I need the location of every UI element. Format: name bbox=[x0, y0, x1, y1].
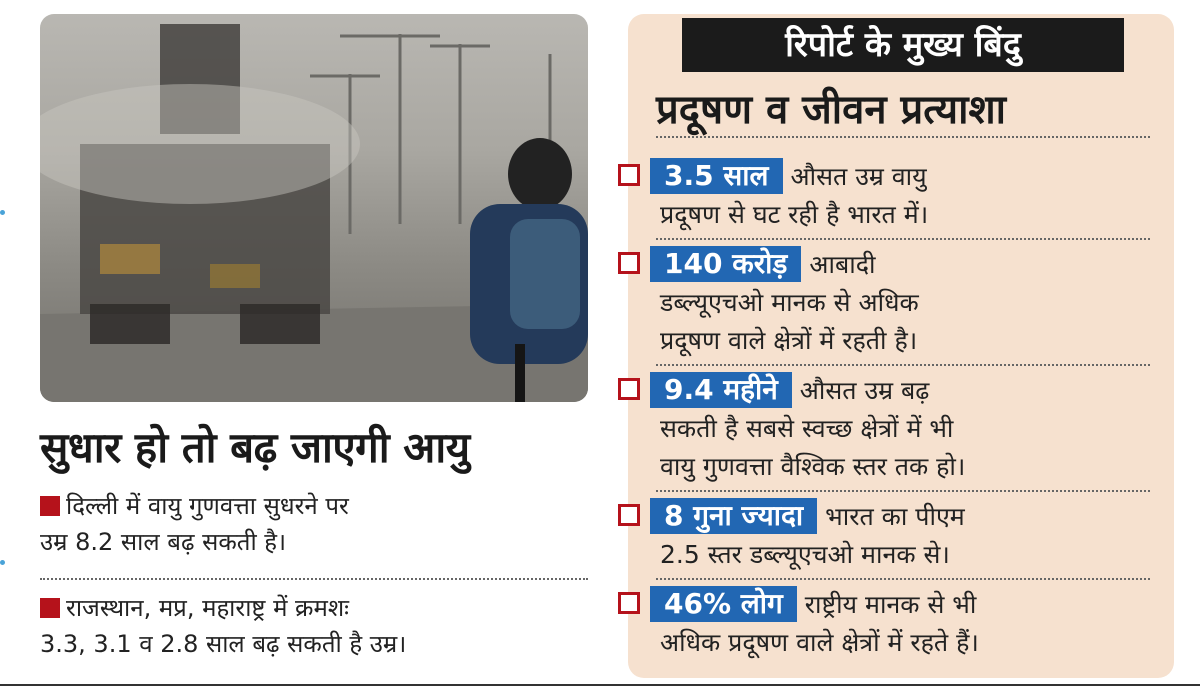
panel-badge: रिपोर्ट के मुख्य बिंदु bbox=[682, 18, 1124, 72]
key-point-text: राष्ट्रीय मानक से भी bbox=[804, 590, 977, 619]
key-point-text: औसत उम्र बढ़ bbox=[799, 376, 930, 405]
open-square-bullet-icon bbox=[618, 378, 640, 400]
left-item-1-line1: दिल्ली में वायु गुणवत्ता सुधरने पर bbox=[66, 492, 349, 520]
key-point-text: 2.5 स्तर डब्ल्यूएचओ मानक से। bbox=[660, 540, 950, 569]
key-point-highlight: 46% लोग bbox=[650, 586, 797, 622]
key-point-highlight: 9.4 महीने bbox=[650, 372, 792, 408]
divider bbox=[656, 578, 1150, 580]
key-point-highlight: 140 करोड़ bbox=[650, 246, 801, 282]
left-item-1 bbox=[40, 488, 588, 560]
key-point-text: प्रदूषण से घट रही है भारत में। bbox=[660, 200, 929, 229]
key-point-text: डब्ल्यूएचओ मानक से अधिक bbox=[660, 288, 919, 317]
key-point-3 bbox=[618, 372, 1166, 486]
red-square-bullet-icon bbox=[40, 496, 60, 516]
key-point-text: वायु गुणवत्ता वैश्विक स्तर तक हो। bbox=[660, 452, 966, 481]
divider bbox=[656, 238, 1150, 240]
open-square-bullet-icon bbox=[618, 252, 640, 274]
key-point-4 bbox=[618, 498, 1166, 574]
edge-mark bbox=[0, 210, 5, 215]
panel-heading: प्रदूषण व जीवन प्रत्याशा bbox=[656, 87, 1007, 133]
divider bbox=[656, 490, 1150, 492]
key-point-text: औसत उम्र वायु bbox=[790, 162, 927, 191]
key-point-text: अधिक प्रदूषण वाले क्षेत्रों में रहते हैं। bbox=[660, 628, 979, 657]
divider bbox=[40, 578, 588, 580]
divider bbox=[656, 136, 1150, 138]
key-point-text: आबादी bbox=[809, 250, 876, 279]
left-item-2-line1: राजस्थान, मप्र, महाराष्ट्र में क्रमशः bbox=[66, 594, 350, 622]
key-point-5 bbox=[618, 586, 1166, 662]
key-point-text: प्रदूषण वाले क्षेत्रों में रहती है। bbox=[660, 326, 918, 355]
key-point-text: सकती है सबसे स्वच्छ क्षेत्रों में भी bbox=[660, 414, 954, 443]
key-point-text: भारत का पीएम bbox=[825, 502, 965, 531]
key-point-1 bbox=[618, 158, 1166, 234]
left-item-2-line2: 3.3, 3.1 व 2.8 साल बढ़ सकती है उम्र। bbox=[40, 630, 407, 658]
open-square-bullet-icon bbox=[618, 504, 640, 526]
key-point-highlight: 8 गुना ज्यादा bbox=[650, 498, 817, 534]
bottom-rule bbox=[0, 684, 1200, 686]
divider bbox=[656, 364, 1150, 366]
red-square-bullet-icon bbox=[40, 598, 60, 618]
open-square-bullet-icon bbox=[618, 592, 640, 614]
edge-mark bbox=[0, 560, 5, 565]
left-headline: सुधार हो तो बढ़ जाएगी आयु bbox=[40, 423, 470, 472]
open-square-bullet-icon bbox=[618, 164, 640, 186]
key-point-2 bbox=[618, 246, 1166, 360]
news-photo bbox=[40, 14, 588, 402]
left-item-1-line2: उम्र 8.2 साल बढ़ सकती है। bbox=[40, 528, 287, 556]
left-item-2 bbox=[40, 590, 588, 662]
key-point-highlight: 3.5 साल bbox=[650, 158, 783, 194]
